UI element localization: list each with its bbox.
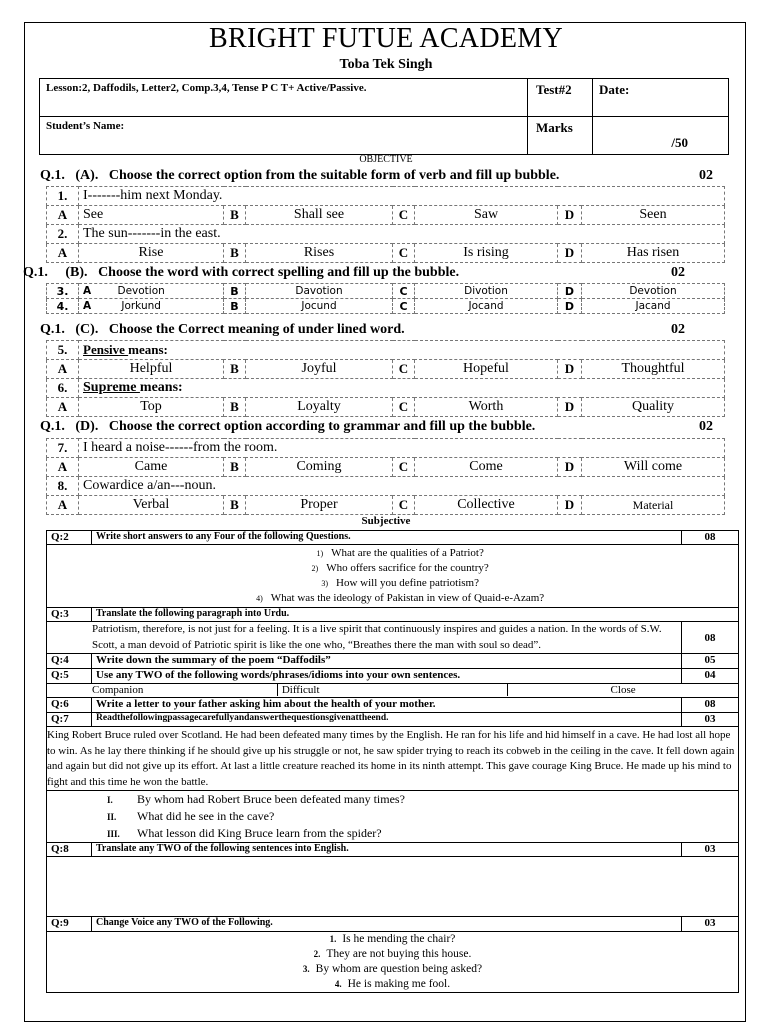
total-marks: /50 [593, 117, 729, 155]
option[interactable]: Shall see [246, 206, 393, 225]
student-name-field[interactable]: Student’s Name: [40, 117, 528, 155]
option[interactable]: Devotion [117, 285, 165, 297]
option[interactable]: Is rising [415, 244, 558, 263]
q9-items [47, 932, 739, 993]
q1d-marks: 02 [699, 419, 713, 434]
list-item: 2) Who offers sacrifice for the country? [311, 562, 489, 574]
option[interactable]: Rise [79, 244, 224, 263]
q4-row: Q:4 Write down the summary of the poem “Daffodils” 05 [47, 654, 739, 669]
question-row: 8. Cowardice a/an---noun. [47, 477, 725, 496]
options-row: A See B Shall see C Saw D Seen [47, 206, 725, 225]
q1b-table [46, 283, 725, 314]
q1d-heading: Q.1. (D). Choose the correct option according to grammar and fill up the bubble. [40, 419, 536, 434]
q1a-marks: 02 [699, 168, 713, 183]
q5-row: Q:5 Use any TWO of the following words/phrases/idioms into your own sentences. 04 [47, 669, 739, 684]
q7-passage-row [47, 727, 739, 791]
option[interactable]: Seen [582, 206, 725, 225]
option[interactable]: Devotion [582, 284, 725, 299]
option[interactable]: Has risen [582, 244, 725, 263]
subjective-label: Subjective [361, 515, 411, 527]
question-row: 5. Pensive means: [47, 341, 725, 360]
options-row: A Rise B Rises C Is rising D Has risen [47, 244, 725, 263]
list-item: 3) How will you define patriotism? [321, 577, 479, 589]
q8-answer-space[interactable] [47, 857, 739, 917]
date-field[interactable]: Date: [593, 79, 729, 117]
options-row: A Top B Loyalty C Worth D Quality [47, 398, 725, 417]
option[interactable]: Davotion [246, 284, 393, 299]
list-item: II. What did he see in the cave? [107, 809, 275, 823]
word-cell: Companion [47, 684, 277, 696]
word-cell: Difficult [277, 684, 507, 696]
option[interactable]: Loyalty [246, 398, 393, 417]
q1d-table [46, 438, 725, 515]
options-row: 3. A Devotion B Davotion C Divotion D Devotion [47, 284, 725, 299]
q1c-heading: Q.1. (C). Choose the Correct meaning of under lined word. [40, 322, 405, 337]
lesson-cell: Lesson:2, Daffodils, Letter2, Comp.3,4, Tense P C T+ Active/Passive. [40, 79, 528, 117]
question-row: 1. I-------him next Monday. [47, 187, 725, 206]
option[interactable]: Jocand [415, 299, 558, 314]
q7-questions [47, 791, 739, 843]
option[interactable]: Rises [246, 244, 393, 263]
option[interactable]: See [79, 206, 224, 225]
option[interactable]: Come [415, 458, 558, 477]
option[interactable]: Saw [415, 206, 558, 225]
q2-items [47, 545, 739, 608]
options-row: 4. A Jorkund B Jocund C Jocand D Jacand [47, 299, 725, 314]
q3-paragraph: Patriotism, therefore, is not just for a feeling. It is a live spirit that continuously inspires and guides a nation. In the words of S.W. Scott, a man devoid of Patriotic spirit is like the one who, “Breathes there the man with soul so dead”. [47, 622, 682, 654]
list-item: 2. They are not buying this house. [313, 948, 472, 960]
q2-row: Q:2 Write short answers to any Four of the following Questions. 08 [47, 531, 739, 545]
option[interactable]: Worth [415, 398, 558, 417]
option[interactable]: Hopeful [415, 360, 558, 379]
q1a-table [46, 186, 725, 263]
q8-row: Q:8 Translate any TWO of the following sentences into English. 03 [47, 843, 739, 857]
option[interactable]: Verbal [79, 496, 224, 515]
exam-paper [24, 22, 746, 1022]
q1a-heading: Q.1. (A). Choose the correct option from the suitable form of verb and fill up bubble. [40, 168, 560, 183]
list-item: 4) What was the ideology of Pakistan in view of Quaid-e-Azam? [256, 592, 545, 604]
info-box [39, 78, 729, 155]
option[interactable]: Quality [582, 398, 725, 417]
question-row: 2. The sun-------in the east. [47, 225, 725, 244]
list-item: III. What lesson did King Bruce learn from the spider? [107, 826, 382, 840]
option[interactable]: Top [79, 398, 224, 417]
q7-passage: King Robert Bruce ruled over Scotland. He had been defeated many times by the English. He ran for his life and hid himself in a cave. He had lost all hope to win. As he lay there thinking if he should give up his struggle or not, he saw spider trying to reach its cobweb in the ceiling in the cave. It fell down again and again but did not give up its effort. At last a little creature reached its home in its ninth attempt. This gave courage King Bruce. He made up his mind to fight and this time he won the battle. [47, 727, 739, 791]
option[interactable]: Proper [246, 496, 393, 515]
q3-paragraph-row: Patriotism, therefore, is not just for a feeling. It is a live spirit that continuously inspires and guides a nation. In the words of S.W. Scott, a man devoid of Patriotic spirit is like the one who, “Breathes there the man with soul so dead”. 08 [47, 622, 739, 654]
option[interactable]: Thoughtful [582, 360, 725, 379]
q1b-heading: Q.1. (B). Choose the word with correct spelling and fill up the bubble. [23, 265, 460, 280]
option[interactable]: Jocund [246, 299, 393, 314]
options-row: A Verbal B Proper C Collective D Material [47, 496, 725, 515]
q1c-marks: 02 [671, 322, 685, 337]
test-number: Test#2 [528, 79, 593, 117]
options-row: A Came B Coming C Come D Will come [47, 458, 725, 477]
q5-words [47, 684, 739, 698]
question-row: 6. Supreme means: [47, 379, 725, 398]
option[interactable]: Came [79, 458, 224, 477]
objective-label: OBJECTIVE [359, 154, 413, 165]
option[interactable]: Material [582, 496, 725, 515]
q9-row: Q:9 Change Voice any TWO of the Following. 03 [47, 917, 739, 932]
q6-row: Q:6 Write a letter to your father asking him about the health of your mother. 08 [47, 698, 739, 713]
option[interactable]: Coming [246, 458, 393, 477]
option[interactable]: Helpful [79, 360, 224, 379]
q1c-table [46, 340, 725, 417]
option[interactable]: Jorkund [121, 300, 161, 312]
q1b-marks: 02 [671, 265, 685, 280]
question-row: 7. I heard a noise------from the room. [47, 439, 725, 458]
marks-label: Marks [528, 117, 593, 155]
option[interactable]: Joyful [246, 360, 393, 379]
option[interactable]: Collective [415, 496, 558, 515]
list-item: 4. He is making me fool. [334, 978, 451, 990]
word-cell: Close [610, 684, 636, 696]
subjective-table [46, 530, 739, 993]
q7-row: Q:7 Readthefollowingpassagecarefullyandanswerthequestionsgivenattheend. 03 [47, 713, 739, 727]
school-city: Toba Tek Singh [339, 57, 433, 72]
option[interactable]: Will come [582, 458, 725, 477]
list-item: I. By whom had Robert Bruce been defeated many times? [107, 792, 405, 806]
option[interactable]: Divotion [415, 284, 558, 299]
list-item: 1) What are the qualities of a Patriot? [316, 547, 484, 559]
school-title: BRIGHT FUTUE ACADEMY [209, 23, 563, 54]
q3-row: Q:3 Translate the following paragraph into Urdu. [47, 608, 739, 622]
list-item: 3. By whom are question being asked? [302, 963, 483, 975]
list-item: 1. Is he mending the chair? [329, 933, 456, 945]
option[interactable]: Jacand [582, 299, 725, 314]
options-row: A Helpful B Joyful C Hopeful D Thoughtful [47, 360, 725, 379]
